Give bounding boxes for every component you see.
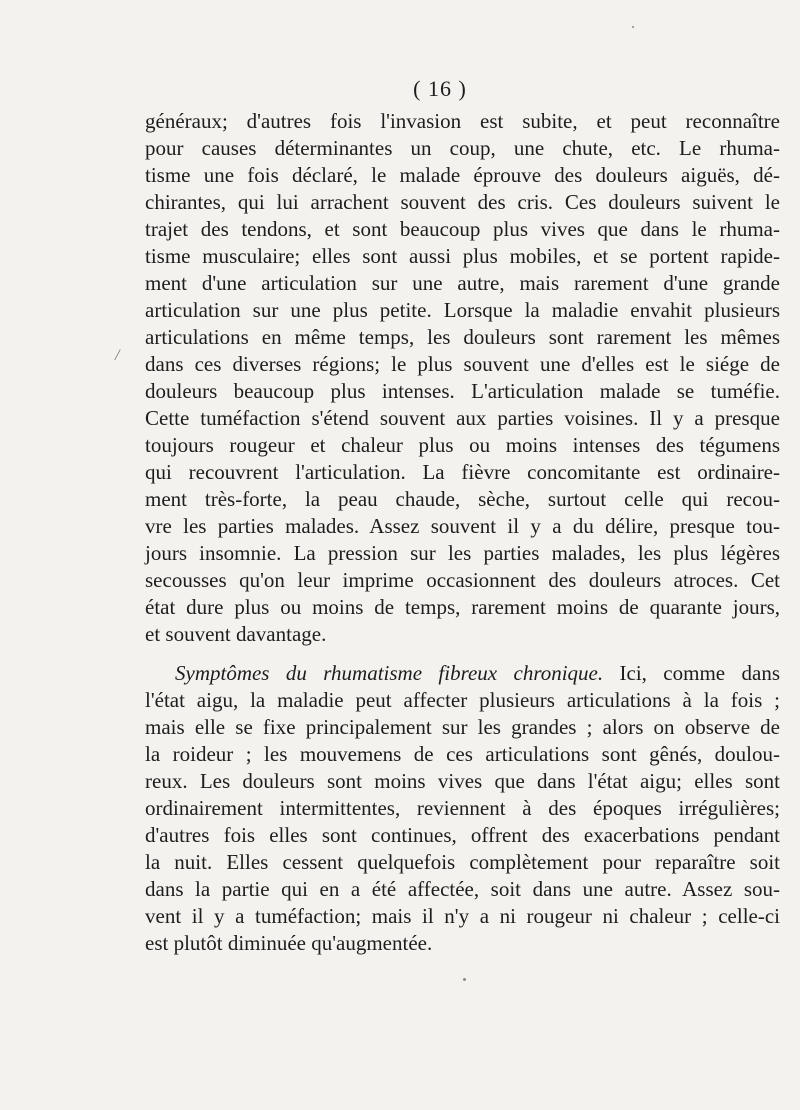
text-line: douleurs beaucoup plus intenses. L'articulation malade se tuméfie. [145, 379, 780, 403]
paragraph-chronic-symptoms [145, 660, 780, 957]
text-line: vre les parties malades. Assez souvent il y a du délire, presque tou- [145, 514, 780, 538]
text-fragment: Ici, comme dans [603, 661, 781, 685]
text-line: ordinairement intermittentes, reviennent à des époques irrégulières; [145, 796, 780, 820]
text-line: dans ces diverses régions; le plus souvent une d'elles est le siége de [145, 352, 780, 376]
text-line: vent il y a tuméfaction; mais il n'y a ni rougeur ni chaleur ; celle-ci [145, 904, 780, 928]
text-line: et souvent davantage. [145, 622, 327, 646]
text-line: jours insomnie. La pression sur les parties malades, les plus légères [145, 541, 780, 565]
text-line: état dure plus ou moins de temps, rarement moins de quarante jours, [145, 595, 780, 619]
text-line: qui recouvrent l'articulation. La fièvre concomitante est ordinaire- [145, 460, 780, 484]
text-line: pour causes déterminantes un coup, une chute, etc. Le rhuma- [145, 136, 780, 160]
ink-speck [632, 26, 634, 28]
text-line: généraux; d'autres fois l'invasion est subite, et peut reconnaître [145, 109, 780, 133]
text-line: la roideur ; les mouvemens de ces articulations sont gênés, doulou- [145, 742, 780, 766]
text-line: trajet des tendons, et sont beaucoup plus vives que dans le rhuma- [145, 217, 780, 241]
paragraph-acute-symptoms [145, 108, 780, 648]
text-line: secousses qu'on leur imprime occasionnent des douleurs atroces. Cet [145, 568, 780, 592]
text-line: dans la partie qui en a été affectée, soit dans une autre. Assez sou- [145, 877, 780, 901]
text-line [145, 660, 780, 687]
text-line: d'autres fois elles sont continues, offrent des exacerbations pendant [145, 823, 780, 847]
text-line: Cette tuméfaction s'étend souvent aux parties voisines. Il y a presque [145, 406, 780, 430]
text-line: ment très-forte, la peau chaude, sèche, surtout celle qui recou- [145, 487, 780, 511]
text-line: tisme musculaire; elles sont aussi plus mobiles, et se portent rapide- [145, 244, 780, 268]
text-line: est plutôt diminuée qu'augmentée. [145, 931, 433, 955]
text-line: articulation sur une plus petite. Lorsque la maladie envahit plusieurs [145, 298, 780, 322]
margin-mark: / [115, 347, 120, 364]
text-line: l'état aigu, la maladie peut affecter plusieurs articulations à la fois ; [145, 688, 780, 712]
section-heading: Symptômes du rhumatisme fibreux chronique. [175, 661, 604, 685]
text-line: la nuit. Elles cessent quelquefois complètement pour reparaître soit [145, 850, 780, 874]
page-number: ( 16 ) [413, 76, 467, 101]
text-line: tisme une fois déclaré, le malade éprouve des douleurs aiguës, dé- [145, 163, 780, 187]
text-line: articulations en même temps, les douleurs sont rarement les mêmes [145, 325, 780, 349]
text-line: ment d'une articulation sur une autre, mais rarement d'une grande [145, 271, 780, 295]
ink-speck [463, 978, 466, 981]
text-line: mais elle se fixe principalement sur les grandes ; alors on observe de [145, 715, 780, 739]
text-line: reux. Les douleurs sont moins vives que dans l'état aigu; elles sont [145, 769, 780, 793]
text-line: chirantes, qui lui arrachent souvent des cris. Ces douleurs suivent le [145, 190, 780, 214]
text-line: toujours rougeur et chaleur plus ou moins intenses des tégumens [145, 433, 780, 457]
